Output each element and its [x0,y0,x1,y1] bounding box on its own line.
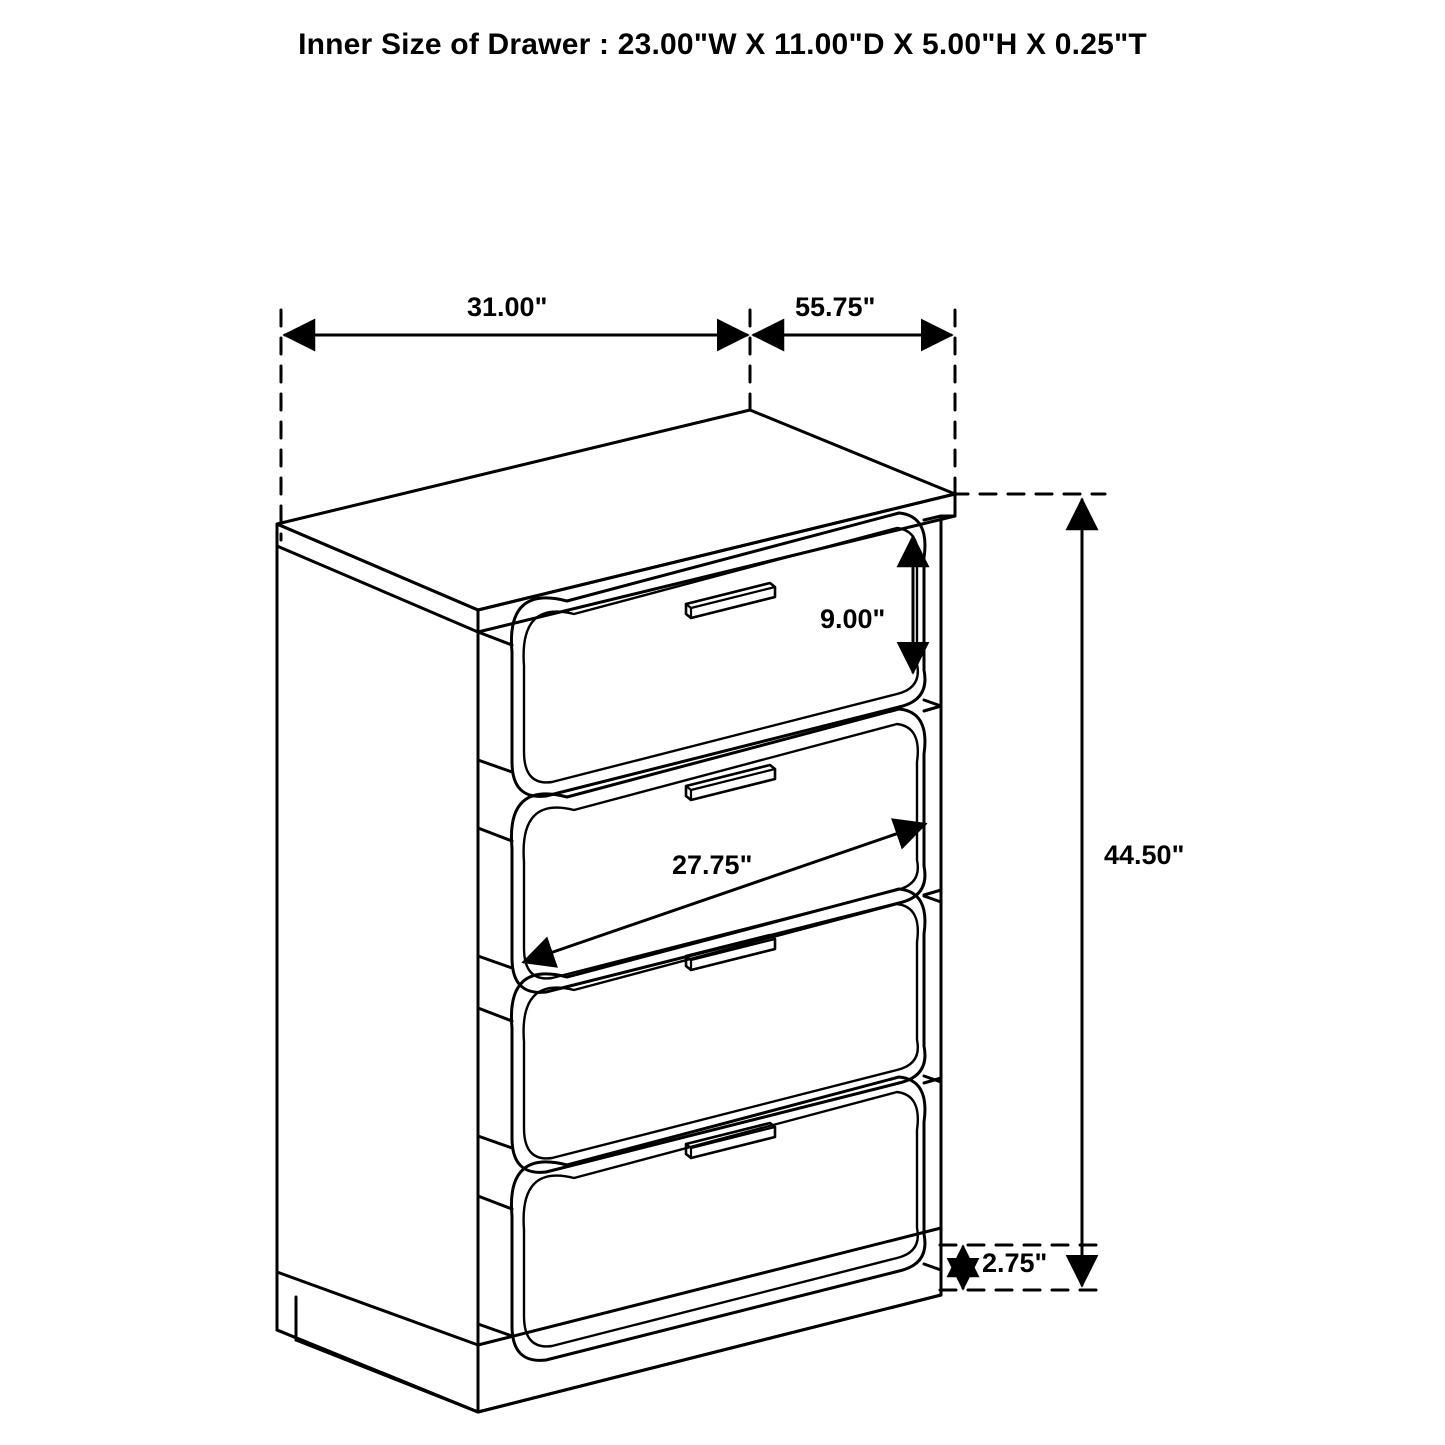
drawer-1 [478,513,941,796]
dimension-drawer-width-2775 [524,824,925,962]
dimension-label-drawer-width: 27.75" [672,850,753,880]
chest-top-surface [277,410,955,632]
drawer-1-handle [686,583,775,618]
dimension-label-plinth-height: 2.75" [982,1248,1048,1278]
drawer-4 [478,1077,941,1360]
dimension-label-width: 31.00" [467,292,548,322]
dimension-label-drawer-height: 9.00" [820,604,886,634]
drawer-2-handle [686,765,775,800]
dimension-label-overall-height: 44.50" [1104,840,1185,870]
page-title: Inner Size of Drawer : 23.00"W X 11.00"D X 5.00"H X 0.25"T [298,28,1147,61]
drawer-3 [478,889,941,1172]
dimension-label-depth: 55.75" [795,292,876,322]
